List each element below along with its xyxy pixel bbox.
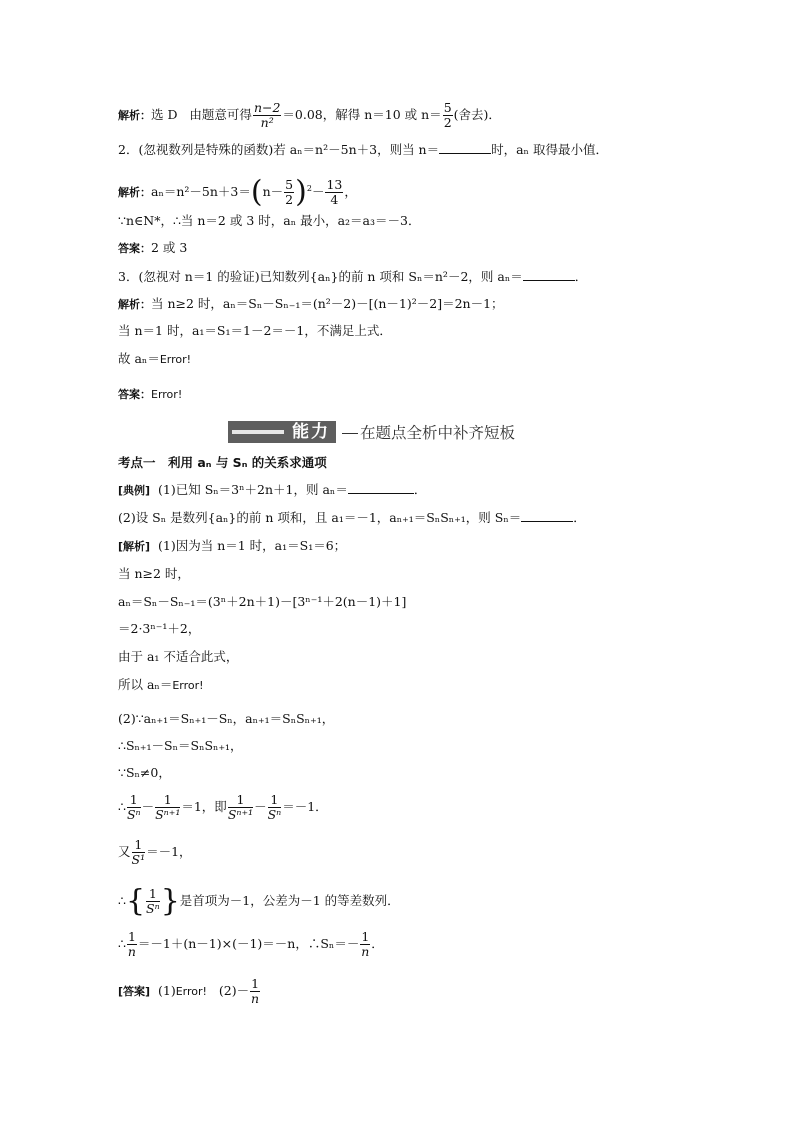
banner-bar	[228, 421, 336, 443]
fraction: $\frac{1}{\text{Sⁿ}}$	[146, 886, 160, 916]
error-text: Error!	[172, 679, 204, 692]
label-jiexi: 解析：	[118, 109, 151, 122]
fraction: $\frac{n-2}{\text{n²}}$	[253, 100, 281, 130]
error-text: Error!	[151, 388, 183, 401]
solution-3: aₙ＝Sₙ－Sₙ₋₁＝(3ⁿ＋2n＋1)－[3ⁿ⁻¹＋2(n－1)＋1]	[118, 594, 407, 609]
fraction: $\frac{5}{2}$	[443, 100, 452, 130]
fraction: $\frac{1}{\text{S¹}}$	[131, 837, 146, 867]
fraction: $\frac{1}{n}$	[127, 929, 136, 959]
solution-5: 由于 a₁ 不适合此式，	[118, 649, 239, 664]
analysis-line-2: 解析：aₙ＝n²－5n＋3＝(n－ $\frac{5}{2}$ )$^2$－ $\frac{13}{4}$ ，	[118, 174, 357, 210]
answer-blank	[348, 482, 414, 494]
fraction: $\frac{1}{n}$	[361, 929, 370, 959]
error-text: Error!	[159, 353, 192, 366]
solution-1: [解析] (1)因为当 n＝1 时，a₁＝S₁＝6；	[118, 538, 347, 553]
solution-2: 当 n≥2 时，	[118, 566, 190, 581]
fraction: $\frac{1}{\text{Sⁿ⁺¹}}$	[227, 792, 254, 822]
example-1: [典例] (1)已知 Sₙ＝3ⁿ＋2n＋1，则 aₙ＝ ．	[118, 482, 427, 497]
answer-blank	[523, 269, 575, 281]
answer-blank	[439, 142, 491, 154]
analysis-line-3: ∵n∈N*，∴当 n＝2 或 3 时，aₙ 最小，a₂＝a₃＝－3．	[118, 213, 421, 228]
analysis-line-5: 当 n＝1 时，a₁＝S₁＝1－2＝－1，不满足上式．	[118, 323, 392, 338]
label-jiexi: 解析：	[118, 186, 151, 199]
error-text: Error!	[175, 985, 207, 998]
fraction: $\frac{1}{\text{Sⁿ}}$	[126, 792, 141, 822]
example-2: (2)设 Sₙ 是数列{aₙ}的前 n 项和，且 a₁＝－1，aₙ₊₁＝SₙSₙ₊₁，则 Sₙ＝ ．	[118, 510, 586, 525]
answer-blank	[521, 510, 573, 522]
solution-10: ∴ $\frac{1}{\text{Sⁿ}}$ － $\frac{1}{\text{Sⁿ⁺¹}}$ ＝1，即 $\frac{1}{\text{Sⁿ⁺¹}}$ － $\frac{1}{\text{Sⁿ}}$ ＝－1．	[118, 792, 328, 822]
question-2: 2．(忽视数列是特殊的函数)若 aₙ＝n²－5n＋3，则当 n＝ 时，aₙ 取得最小值．	[118, 142, 608, 157]
solution-9: ∵Sₙ≠0，	[118, 765, 171, 780]
answer-line-1: 解析：选 D 由题意可得 $\frac{n-2}{\text{n²}}$ ＝0.08，解得 n＝10 或 n＝ $\frac{5}{2}$ (舍去)．	[118, 100, 501, 130]
section-banner	[228, 421, 515, 443]
fraction: $\frac{5}{2}$	[285, 177, 294, 207]
fraction: $\frac{13}{4}$	[326, 177, 343, 207]
solution-13: ∴ $\frac{1}{n}$ ＝－1＋(n－1)×(－1)＝－n，∴Sₙ＝－ $\frac{1}{n}$ ．	[118, 929, 384, 959]
question-3: 3．(忽视对 n＝1 的验证)已知数列{aₙ}的前 n 项和 Sₙ＝n²－2，则 aₙ＝ ．	[118, 269, 588, 284]
solution-4: ＝2·3ⁿ⁻¹＋2，	[118, 621, 201, 636]
solution-7: (2)∵aₙ₊₁＝Sₙ₊₁－Sₙ，aₙ₊₁＝SₙSₙ₊₁，	[118, 711, 335, 726]
answer-line-3: 答案：Error!	[118, 388, 183, 401]
solution-8: ∴Sₙ₊₁－Sₙ＝SₙSₙ₊₁，	[118, 738, 243, 753]
fraction: $\frac{1}{\text{Sⁿ}}$	[267, 792, 282, 822]
section-heading: 考点一 利用 aₙ 与 Sₙ 的关系求通项	[118, 455, 327, 470]
analysis-line-4: 解析：当 n≥2 时，aₙ＝Sₙ－Sₙ₋₁＝(n²－2)－[(n－1)²－2]＝2n－1；	[118, 296, 504, 311]
solution-6: 所以 aₙ＝Error!	[118, 677, 204, 692]
final-answer: [答案] (1)Error! (2)－ $\frac{1}{n}$	[118, 976, 260, 1006]
solution-11: 又 $\frac{1}{\text{S¹}}$ ＝－1，	[118, 837, 192, 867]
analysis-line-6: 故 aₙ＝Error!	[118, 351, 192, 366]
banner-title: 能力	[292, 422, 330, 442]
solution-12: ∴{ $\frac{1}{\text{Sⁿ}}$ }是首项为－1，公差为－1 的等差数列．	[118, 883, 400, 919]
fraction: $\frac{1}{\text{Sⁿ⁺¹}}$	[155, 792, 181, 822]
fraction: $\frac{1}{n}$	[251, 976, 260, 1006]
banner-subtitle: 在题点全析中补齐短板	[360, 424, 516, 442]
answer-line-2: 答案：2 或 3	[118, 240, 188, 255]
